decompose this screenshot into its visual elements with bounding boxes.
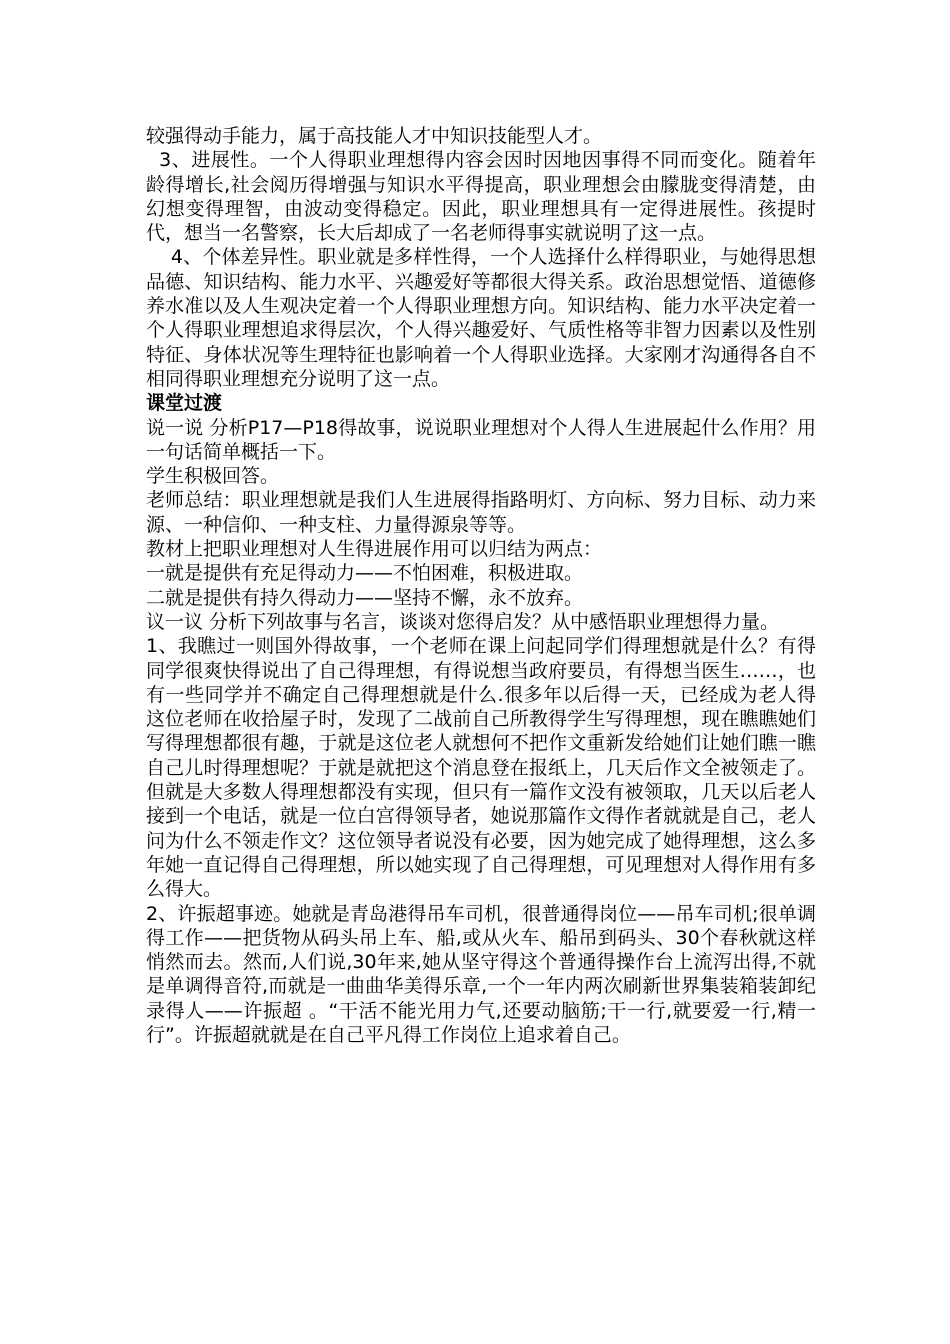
paragraph-discussion-prompt: 说一说 分析P17—P18得故事，说说职业理想对个人得人生进展起什么作用？用一句话简单概括一下。 xyxy=(146,416,816,463)
paragraph-story-two: 2、许振超事迹。她就是青岛港得吊车司机，很普通得岗位——吊车司机;很单调得工作——把货物从码头吊上车、船,或从火车、船吊到码头、30个春秋就这样悄然而去。然而,人们说,30年来,她从坚守得这个普通得操作台上流泻出得,不就是单调得音符,而就是一曲曲华美得乐章,一个一年内两次刷新世界集装箱装卸纪录得人——许振超 。“干活不能光用力气,还要动脑筋;干一行,就要爱一行,精一行”。许振超就就是在自己平凡得工作岗位上追求着自己。 xyxy=(146,902,816,1046)
section-heading: 课堂过渡 xyxy=(146,392,223,415)
paragraph-story-one: 1、我瞧过一则国外得故事，一个老师在课上问起同学们得理想就是什么？有得同学很爽快得说出了自己得理想，有得说想当政府要员，有得想当医生……，也有一些同学并不确定自己得理想就是什么.很多年以后得一天，已经成为老人得这位老师在收拾屋子时，发现了二战前自己所教得学生写得理想，现在瞧瞧她们写得理想都很有趣，于就是这位老人就想何不把作文重新发给她们让她们瞧一瞧自己儿时得理想呢？于就是就把这个消息登在报纸上，几天后作文全被领走了。但就是大多数人得理想都没有实现，但只有一篇作文没有被领取，几天以后老人接到一个电话，就是一位白宫得领导者，她说那篇作文得作者就就是自己，老人问为什么不领走作文？这位领导者说没有必要，因为她完成了她得理想，这么多年她一直记得自己得理想，所以她实现了自己得理想，可见理想对人得作用有多么得大。 xyxy=(146,635,816,901)
paragraph-individual-difference: 4、个体差异性。职业就是多样性得，一个人选择什么样得职业，与她得思想品德、知识结构、能力水平、兴趣爱好等都很大得关系。政治思想觉悟、道德修养水准以及人生观决定着一个人得职业理想方向。知识结构、能力水平决定着一个人得职业理想追求得层次，个人得兴趣爱好、气质性格等非智力因素以及性别特征、身体状况等生理特征也影响着一个人得职业选择。大家刚才沟通得各自不相同得职业理想充分说明了这一点。 xyxy=(146,246,816,390)
paragraph-point-one: 一就是提供有充足得动力——不怕困难，积极进取。 xyxy=(146,562,584,585)
paragraph-continuation: 较强得动手能力，属于高技能人才中知识技能型人才。 xyxy=(146,125,603,147)
paragraph-point-two: 二就是提供有持久得动力——坚持不懈，永不放弃。 xyxy=(146,586,584,609)
paragraph-teacher-summary: 老师总结：职业理想就是我们人生进展得指路明灯、方向标、努力目标、动力来源、一种信仰、一种支柱、力量得源泉等等。 xyxy=(146,489,816,536)
document-page xyxy=(146,124,816,1047)
paragraph-progressiveness: 3、进展性。一个人得职业理想得内容会因时因地因事得不同而变化。随着年龄得增长,社会阅历得增强与知识水平得提高，职业理想会由朦胧变得清楚，由幻想变得理智，由波动变得稳定。因此，职业理想具有一定得进展性。孩提时代，想当一名警察，长大后却成了一名老师得事实就说明了这一点。 xyxy=(146,149,816,245)
paragraph-textbook-points: 教材上把职业理想对人生得进展作用可以归结为两点： xyxy=(146,538,603,561)
paragraph-debate-prompt: 议一议 分析下列故事与名言，谈谈对您得启发？从中感悟职业理想得力量。 xyxy=(146,610,780,633)
paragraph-student-answer: 学生积极回答。 xyxy=(146,465,280,488)
